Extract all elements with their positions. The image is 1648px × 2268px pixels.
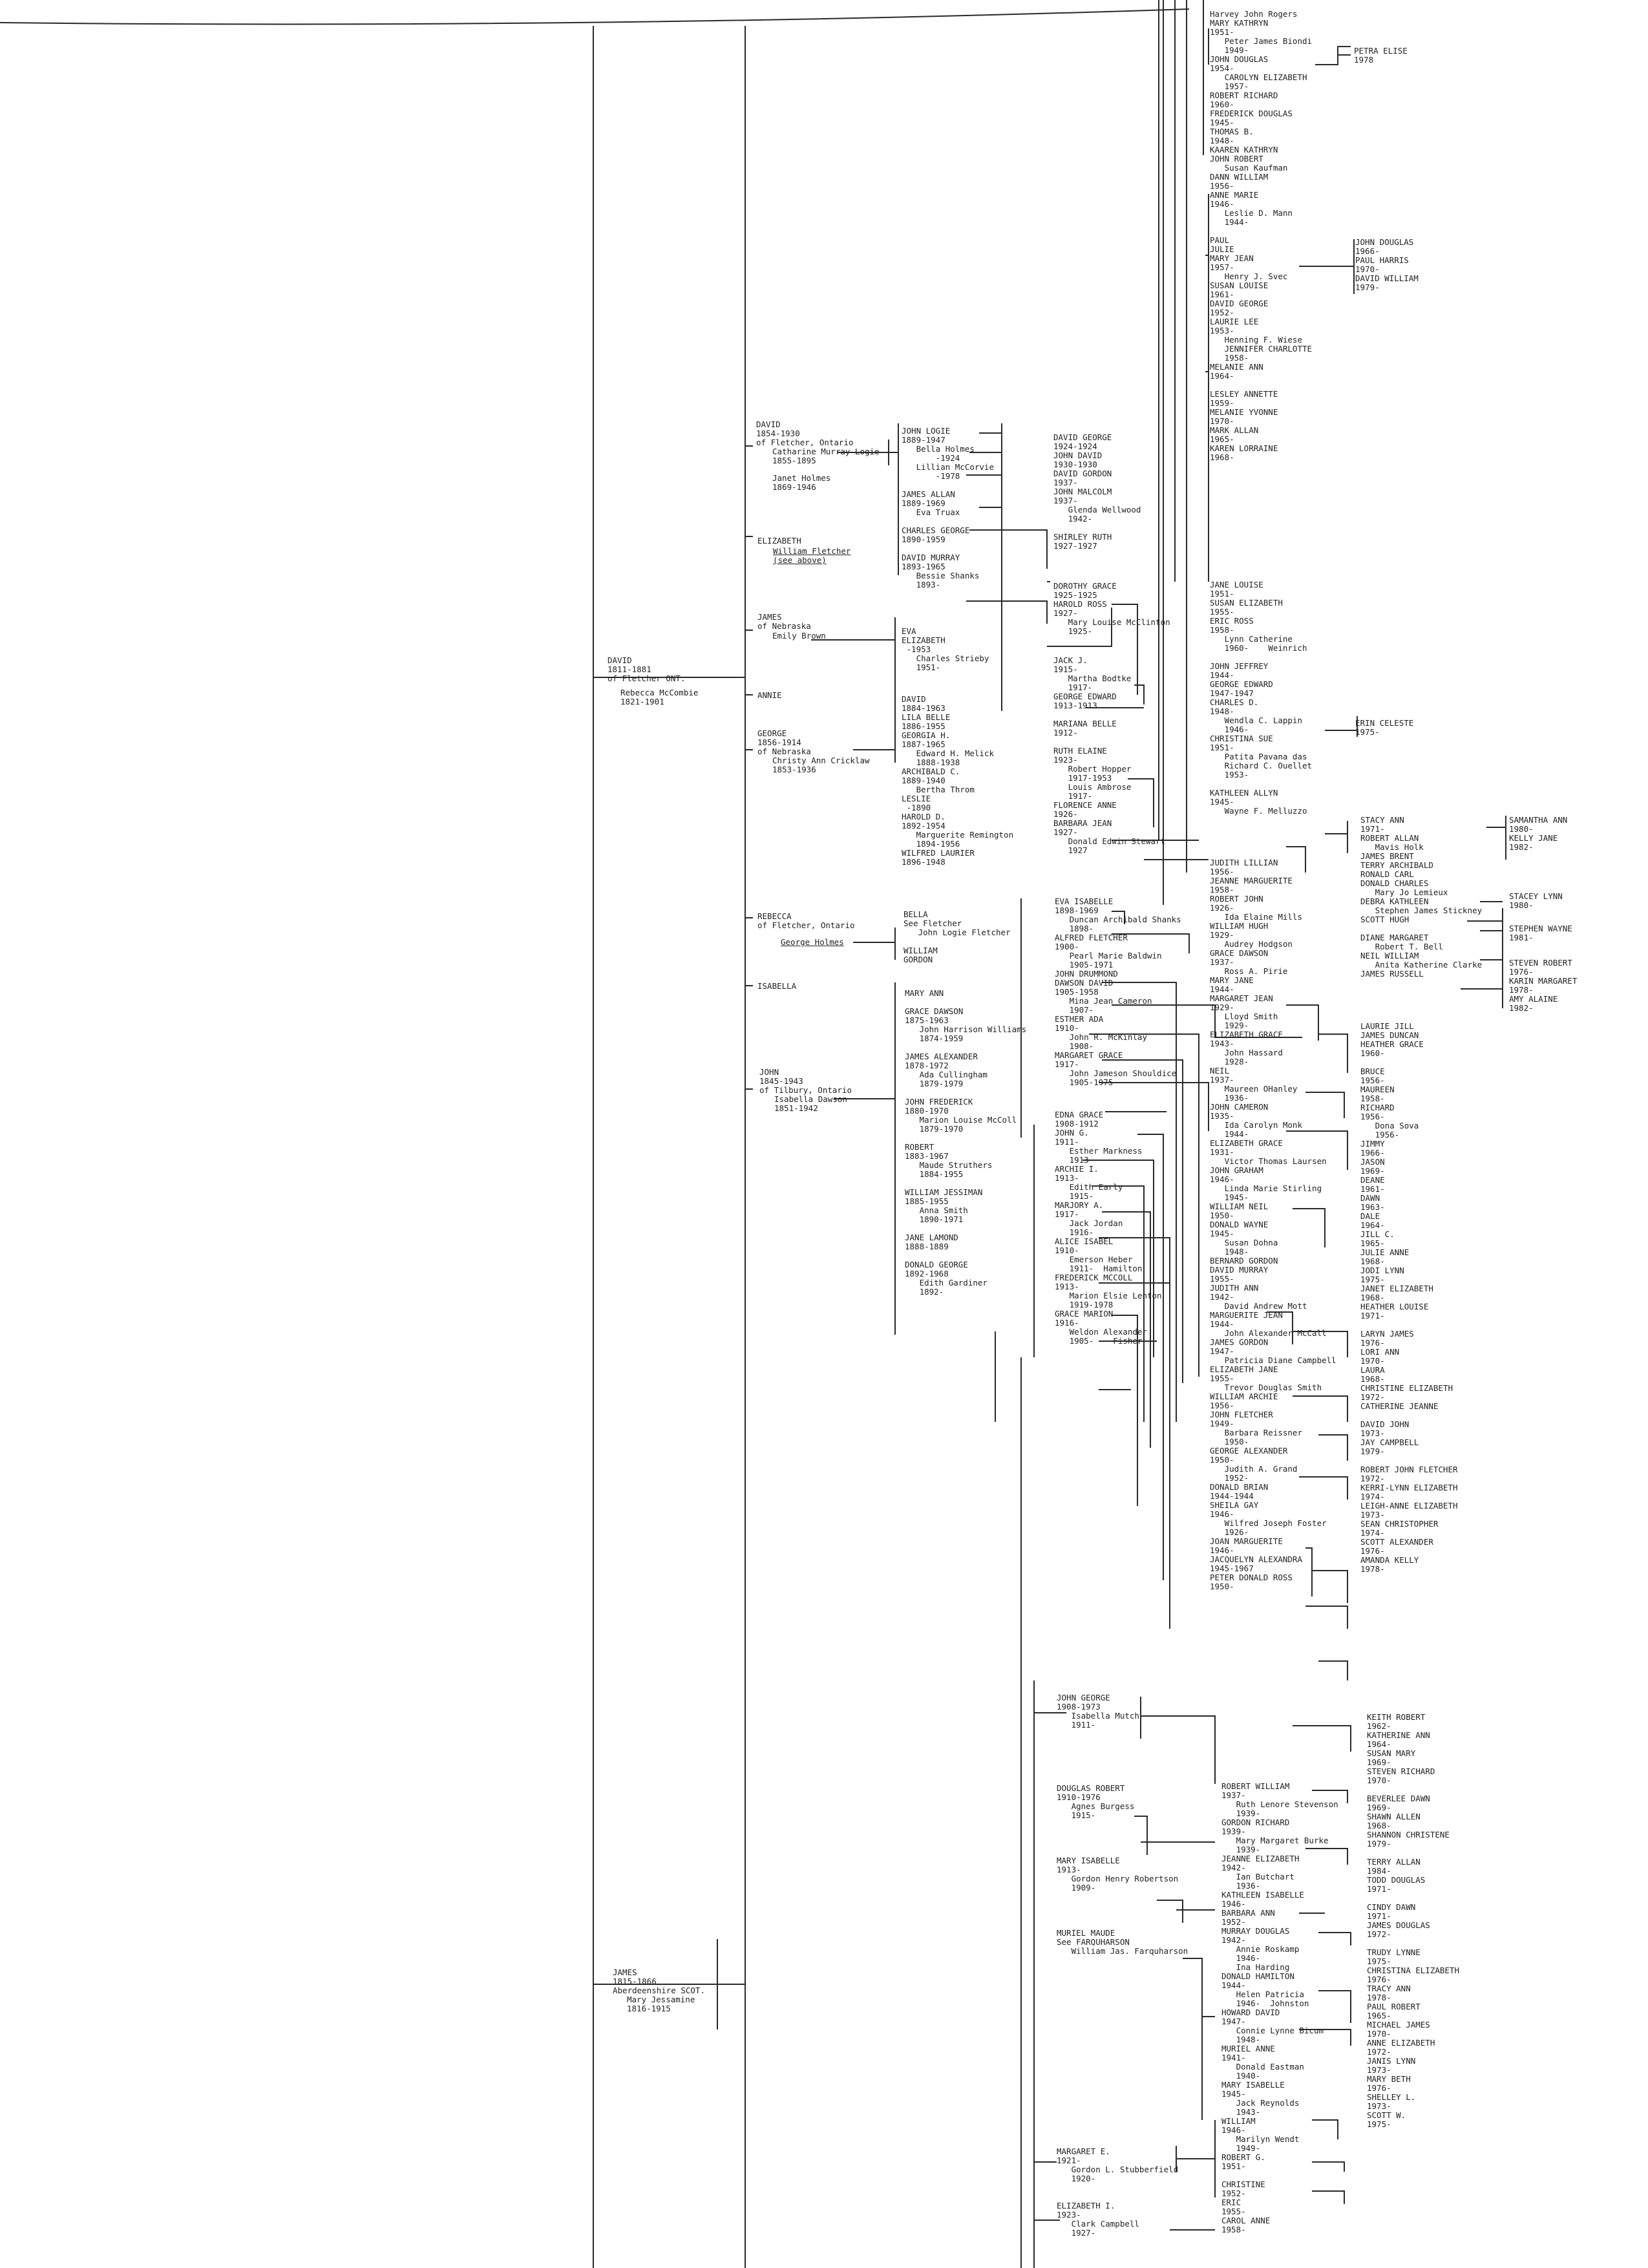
spouse-william-fletcher: William Fletcher (see above) <box>773 546 851 565</box>
person-james-nebraska: JAMES of Nebraska <box>757 612 811 631</box>
person-annie: ANNIE <box>757 690 782 700</box>
person-elizabeth: ELIZABETH <box>757 536 801 546</box>
spouse-christy-cricklaw: Christy Ann Cricklaw 1853-1936 <box>772 756 870 774</box>
gen6-erin-celeste: ERIN CELESTE 1975- <box>1355 718 1414 737</box>
gen6-low-group: KEITH ROBERT 1962- KATHERINE ANN 1964- SUSAN MARY 1969- STEVEN RICHARD 1970- BEVERLEE DAWN 1969- SHAWN ALLEN 1968- SHANNON CHRISTENE 1979- TERRY ALLAN 1984- TODD DOUGLAS 1971- CINDY DAWN 1971- JAMES DOUGLAS 1972- TRUDY LYNNE 1975- CHRISTINA ELIZABETH 1976- TRACY ANN 1978- PAUL ROBERT 1965- MICHAEL JAMES 1970- ANNE ELIZABETH 1972- JANIS LYNN 1973- MARY BETH 1976- SHELLEY L. 1973- SCOTT W. 1975- <box>1367 1712 1459 2129</box>
person-john-1845: JOHN 1845-1943 of Tilbury, Ontario <box>759 1067 852 1095</box>
children-of-rebecca: BELLA See Fletcher John Logie Fletcher WILLIAM GORDON <box>903 909 1011 964</box>
grandchildren-group-c: JACK J. 1915- Martha Bodtke 1917- GEORGE EDWARD 1913-1913 MARIANA BELLE 1912- RUTH ELAINE 1923- Robert Hopper 1917-1953 Louis Ambrose 1917- FLORENCE ANNE 1926- BARBARA JEAN 1927- Donald Edwin Stewart 1927 <box>1053 655 1166 855</box>
grandchildren-group-a: DAVID GEORGE 1924-1924 JOHN DAVID 1930-1930 DAVID GORDON 1937- JOHN MALCOLM 1937- Glenda Wellwood 1942- SHIRLEY RUTH 1927-1927 <box>1053 432 1141 551</box>
person-david-root: DAVID 1811-1881 of Fletcher ONT. <box>607 655 686 683</box>
person-rebecca: REBECCA of Fletcher, Ontario <box>757 911 855 930</box>
grandchildren-group-e: EDNA GRACE 1908-1912 JOHN G. 1911- Esther Markness 1913- ARCHIE I. 1913- Edith Early 1915- MARJORY A. 1917- Jack Jordan 1916- ALICE ISABEL 1910- Emerson Heber 1911- Hamilton FREDERICK MCCOLL 1913- Marion Elsie Lenton 1919-1978 GRACE MARION 1916- Weldon Alexander 1905- Fisher <box>1055 1110 1162 1346</box>
grandchildren-group-g: MARGARET E. 1921- Gordon L. Stubberfield 1920- ELIZABETH I. 1923- Clark Campbell 1927- <box>1057 2146 1179 2238</box>
children-of-john-1845: MARY ANN GRACE DAWSON 1875-1963 John Harrison Williams 1874-1959 JAMES ALEXANDER 1878-1972 Ada Cullingham 1879-1979 JOHN FREDERICK 1880-1970 Marion Louise McColl 1879-1970 ROBERT 1883-1967 Maude Struthers 1884-1955 WILLIAM JESSIMAN 1885-1955 Anna Smith 1890-1971 JANE LAMOND 1888-1889 DONALD GEORGE 1892-1968 Edith Gardiner 1892- <box>905 988 1027 1297</box>
grandchildren-group-f: JOHN GEORGE 1908-1973 Isabella Mutch 1911- DOUGLAS ROBERT 1910-1976 Agnes Burgess 1915- MARY ISABELLE 1913- Gordon Henry Robertson 1909- MURIEL MAUDE See FARQUHARSON William Jas. Farquharson <box>1057 1693 1188 1956</box>
children-of-george-1856: DAVID 1884-1963 LILA BELLE 1886-1955 GEORGIA H. 1887-1965 Edward H. Melick 1888-1938 ARCHIBALD C. 1889-1940 Bertha Throm LESLIE -1890 HAROLD D. 1892-1954 Marguerite Remington 1894-1956 WILFRED LAURIER 1896-1948 <box>902 694 1014 867</box>
gen6-petra-elise: PETRA ELISE 1978 <box>1354 46 1408 65</box>
person-isabella: ISABELLA <box>757 981 797 991</box>
spouse-rebecca-mccombie: Rebecca McCombie 1821-1901 <box>620 688 699 706</box>
great-grandchildren-mid: JANE LOUISE 1951- SUSAN ELIZABETH 1955- ERIC ROSS 1958- Lynn Catherine 1960- Weinrich JOHN JEFFREY 1944- GEORGE EDWARD 1947-1947 CHARLES D. 1948- Wendla C. Lappin 1946- CHRISTINA SUE 1951- Patita Pavana das Richard C. Ouellet 1953- KATHLEEN ALLYN 1945- Wayne F. Melluzzo <box>1210 580 1313 816</box>
person-david-1854: DAVID 1854-1930 of Fletcher, Ontario <box>756 419 854 447</box>
person-james-root: JAMES 1815-1866 Aberdeenshire SCOT. <box>613 1967 705 1995</box>
grandchildren-group-d: EVA ISABELLE 1898-1969 Duncan Archibald Shanks 1898- ALFRED FLETCHER 1900- Pearl Marie Baldwin 1905-1971 JOHN DRUMMOND DAWSON DAVID 1905-1958 Mina Jean Cameron 1907- ESTHER ADA 1910- John R. McKinlay 1908- MARGARET GRACE 1917- John Jameson Shouldice 1905-1975 <box>1055 896 1181 1087</box>
gen7-stephen-wayne: STEPHEN WAYNE 1981- <box>1509 924 1572 942</box>
gen7-samantha-kelly: SAMANTHA ANN 1980- KELLY JANE 1982- <box>1509 815 1568 852</box>
gen6-mann-children: JOHN DOUGLAS 1966- PAUL HARRIS 1970- DAVID WILLIAM 1979- <box>1355 237 1419 292</box>
spouse-catharine-logie: Catharine Murray Logie 1855-1895 <box>772 447 880 465</box>
grandchildren-group-b: DOROTHY GRACE 1925-1925 HAROLD ROSS 1927- Mary Louise McClinton 1925- <box>1053 581 1170 636</box>
spouse-george-holmes: George Holmes <box>781 937 844 947</box>
children-of-david-1854: JOHN LOGIE 1889-1947 Bella Holmes -1924 Lillian McCorvie -1978 JAMES ALLAN 1889-1969 Eva Truax CHARLES GEORGE 1890-1959 DAVID MURRAY 1893-1965 Bessie Shanks 1893- <box>902 426 994 589</box>
children-of-james-nebraska: EVA ELIZABETH -1953 Charles Strieby 1951- <box>902 626 989 672</box>
spouse-emily-brown: Emily Brown <box>772 631 826 641</box>
gen7-steven-karin-amy: STEVEN ROBERT 1976- KARIN MARGARET 1978- AMY ALAINE 1982- <box>1509 958 1578 1013</box>
gen6-mid-group: LAURIE JILL JAMES DUNCAN HEATHER GRACE 1960- BRUCE 1956- MAUREEN 1958- RICHARD 1956- Dona Sova 1956- JIMMY 1966- JASON 1969- DEANE 1961- DAWN 1963- DALE 1964- JILL C. 1965- JULIE ANNE 1968- JODI LYNN 1975- JANET ELIZABETH 1968- HEATHER LOUISE 1971- LARYN JAMES 1976- LORI ANN 1970- LAURA 1968- CHRISTINE ELIZABETH 1972- CATHERINE JEANNE DAVID JOHN 1973- JAY CAMPBELL 1979- ROBERT JOHN FLETCHER 1972- KERRI-LYNN ELIZABETH 1974- LEIGH-ANNE ELIZABETH 1973- SEAN CHRISTOPHER 1974- SCOTT ALEXANDER 1976- AMANDA KELLY 1978- <box>1360 1021 1458 1574</box>
gen6-stacy-group: STACY ANN 1971- ROBERT ALLAN Mavis Holk JAMES BRENT TERRY ARCHIBALD RONALD CARL DONALD CHARLES Mary Jo Lemieux DEBRA KATHLEEN Stephen James Stickney SCOTT HUGH DIANE MARGARET Robert T. Bell NEIL WILLIAM Anita Katherine Clarke JAMES RUSSELL <box>1360 815 1483 979</box>
great-grandchildren-bottom: ROBERT WILLIAM 1937- Ruth Lenore Stevenson 1939- GORDON RICHARD 1939- Mary Margaret Burke 1939- JEANNE ELIZABETH 1942- Ian Butchart 1936- KATHLEEN ISABELLE 1946- BARBARA ANN 1952- MURRAY DOUGLAS 1942- Annie Roskamp 1946- Ina Harding DONALD HAMILTON 1944- Helen Patricia 1946- Johnston HOWARD DAVID 1947- Connie Lynne Bicum 1948- MURIEL ANNE 1941- Donald Eastman 1940- MARY ISABELLE 1945- Jack Reynolds 1943- WILLIAM 1946- Marilyn Wendt 1949- ROBERT G. 1951- CHRISTINE 1952- ERIC 1955- CAROL ANNE 1958- <box>1221 1781 1338 2234</box>
great-grandchildren-low: JUDITH LILLIAN 1956- JEANNE MARGUERITE 1958- ROBERT JOHN 1926- Ida Elaine Mills WILLIAM HUGH 1929- Audrey Hodgson GRACE DAWSON 1937- Ross A. Pirie MARY JANE 1944- MARGARET JEAN 1929- Lloyd Smith 1929- ELIZABETH GRACE 1943- John Hassard 1928- NEIL 1937- Maureen OHanley 1936- JOHN CAMERON 1935- Ida Carolyn Monk 1944- ELIZABETH GRACE 1931- Victor Thomas Laursen JOHN GRAHAM 1946- Linda Marie Stirling 1945- WILLIAM NEIL 1950- DONALD WAYNE 1945- Susan Dohna 1948- BERNARD GORDON DAVID MURRAY 1955- JUDITH ANN 1942- David Andrew Mott MARGUERITE JEAN 1944- John Alexander McCall JAMES GORDON 1947- Patricia Diane Campbell ELIZABETH JANE 1955- Trevor Douglas Smith WILLIAM ARCHIE 1956- JOHN FLETCHER 1949- Barbara Reissner 1950- GEORGE ALEXANDER 1950- Judith A. Grand 1952- DONALD BRIAN 1944-1944 SHEILA GAY 1946- Wilfred Joseph Foster 1926- JOAN MARGUERITE 1946- JACQUELYN ALEXANDRA 1945-1967 PETER DONALD ROSS 1950- <box>1210 858 1336 1591</box>
person-george-1856: GEORGE 1856-1914 of Nebraska <box>757 728 811 756</box>
spouse-isabella-dawson: Isabella Dawson 1851-1942 <box>774 1094 847 1113</box>
spouse-mary-jessamine: Mary Jessamine 1816-1915 <box>627 1995 695 2013</box>
spouse-janet-holmes: Janet Holmes 1869-1946 <box>772 473 831 492</box>
great-grandchildren-top: Harvey John Rogers MARY KATHRYN 1951- Peter James Biondi 1949- JOHN DOUGLAS 1954- CAROLYN ELIZABETH 1957- ROBERT RICHARD 1960- FREDERICK DOUGLAS 1945- THOMAS B. 1948- KAAREN KATHRYN JOHN ROBERT Susan Kaufman DANN WILLIAM 1956- ANNE MARIE 1946- Leslie D. Mann 1944- PAUL JULIE MARY JEAN 1957- Henry J. Svec SUSAN LOUISE 1961- DAVID GEORGE 1952- LAURIE LEE 1953- Henning F. Wiese JENNIFER CHARLOTTE 1958- MELANIE ANN 1964- LESLEY ANNETTE 1959- MELANIE YVONNE 1970- MARK ALLAN 1965- KAREN LORRAINE 1968- <box>1210 9 1313 462</box>
gen7-stacey-lynn: STACEY LYNN 1980- <box>1509 891 1563 910</box>
